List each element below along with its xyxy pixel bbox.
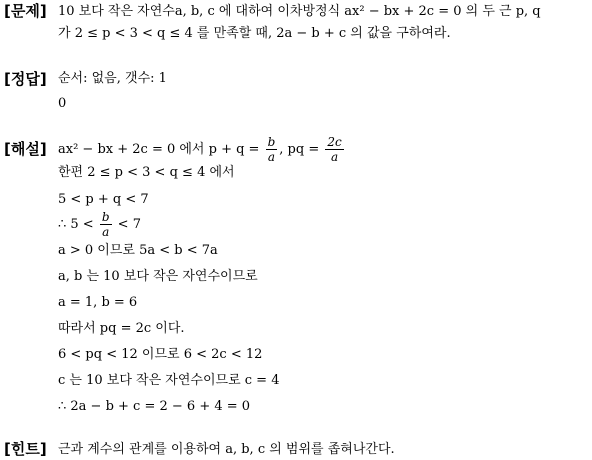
solution-line-7: a = 1, b = 6 [58,295,138,310]
solution-tag: [해설] [4,140,47,158]
solution-line-1-pre: ax² − bx + 2c = 0 에서 p + q = [58,142,264,157]
answer-line-2: 0 [58,96,67,111]
hint-line-1: 근과 계수의 관계를 이용하여 a, b, c 의 범위를 좁혀나간다. [58,442,395,457]
solution-line-8: 따라서 pq = 2c 이다. [58,321,185,336]
solution-line-9: 6 < pq < 12 이므로 6 < 2c < 12 [58,347,263,362]
solution-line-6: a, b 는 10 보다 작은 자연수이므로 [58,269,258,284]
fraction-b-over-a [266,135,278,164]
fraction-denominator: a [267,150,276,164]
solution-line-4-post: < 7 [113,217,141,232]
solution-line-11: ∴ 2a − b + c = 2 − 6 + 4 = 0 [58,399,251,414]
fraction-numerator: b [101,210,110,224]
fraction-b-over-a [100,210,112,239]
solution-line-4 [58,208,141,242]
hint-tag: [힌트] [4,440,47,458]
problem-line-1: 10 보다 작은 자연수a, b, c 에 대하여 이차방정식 ax² − bx + 2c = 0 의 두 근 p, q [58,4,541,19]
solution-line-10: c 는 10 보다 작은 자연수이므로 c = 4 [58,373,280,388]
fraction-numerator: 2c [327,135,342,149]
solution-line-1-mid: , pq = [279,142,324,157]
fraction-2c-over-a [325,135,343,164]
solution-line-3: 5 < p + q < 7 [58,192,149,207]
solution-line-2: 한편 2 ≤ p < 3 < q ≤ 4 에서 [58,165,235,180]
solution-line-4-pre: ∴ 5 < [58,217,98,232]
problem-line-2: 가 2 ≤ p < 3 < q ≤ 4 를 만족할 때, 2a − b + c 의 값을 구하여라. [58,26,451,41]
solution-line-5: a > 0 이므로 5a < b < 7a [58,243,218,258]
fraction-denominator: a [102,225,110,239]
answer-line-1: 순서: 없음, 갯수: 1 [58,71,167,86]
fraction-numerator: b [267,135,276,149]
fraction-denominator: a [330,150,339,164]
problem-tag: [문제] [4,2,47,20]
answer-tag: [정답] [4,70,47,88]
